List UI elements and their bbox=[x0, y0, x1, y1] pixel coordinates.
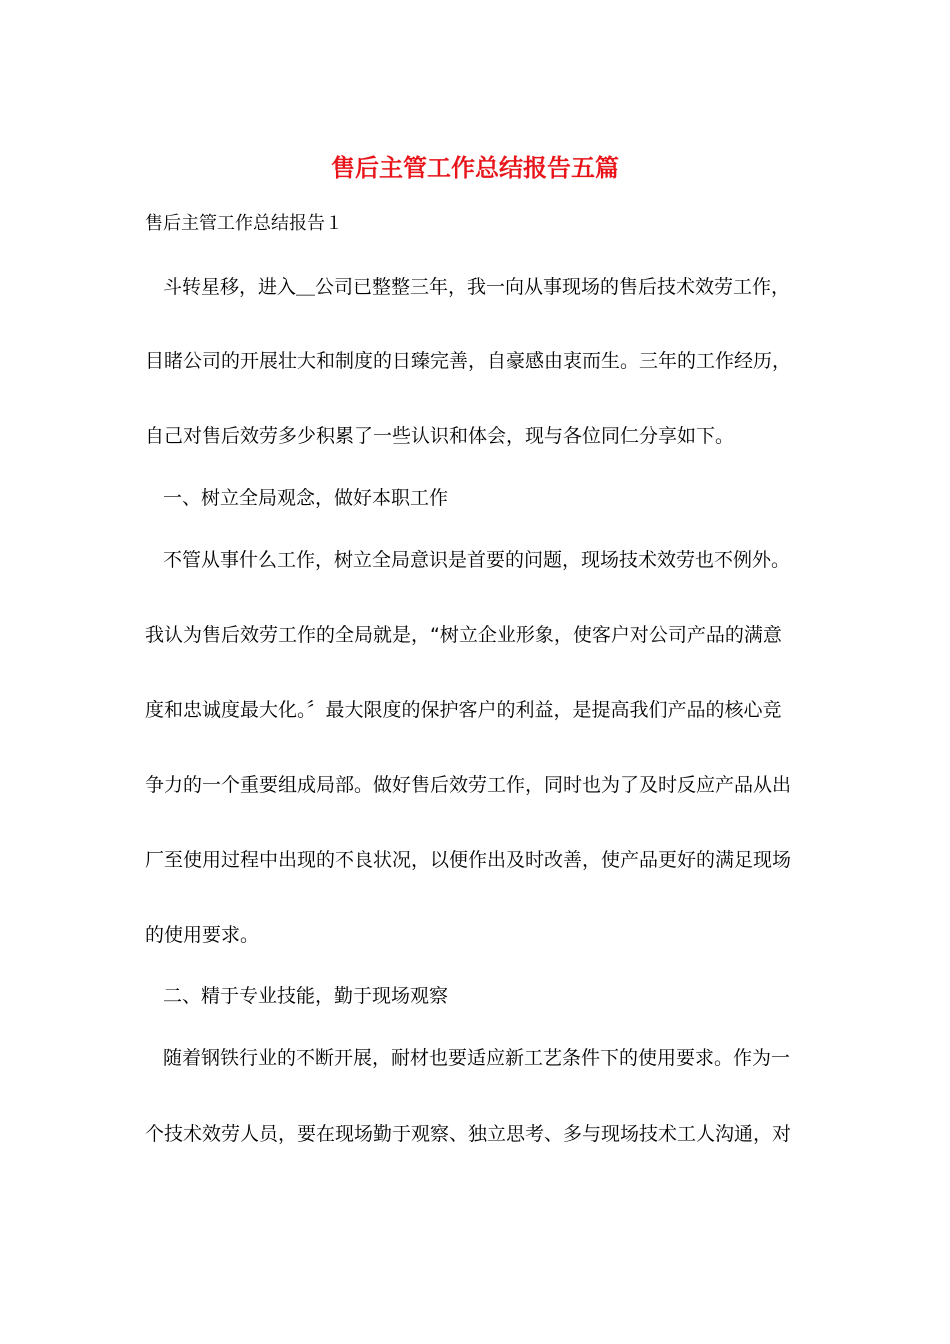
paragraph-line: 目睹公司的开展壮大和制度的日臻完善，自豪感由衷而生。三年的工作经历， bbox=[145, 350, 792, 372]
paragraph-line: 斗转星移，进入＿公司已整整三年，我一向从事现场的售后技术效劳工作， bbox=[163, 276, 791, 298]
document-title: 售后主管工作总结报告五篇 bbox=[331, 153, 619, 182]
subheading-1: 一、树立全局观念，做好本职工作 bbox=[163, 487, 449, 509]
paragraph-line: 厂至使用过程中出现的不良状况，以便作出及时改善，使产品更好的满足现场 bbox=[145, 849, 792, 871]
paragraph-line: 随着钢铁行业的不断开展，耐材也要适应新工艺条件下的使用要求。作为一 bbox=[163, 1047, 791, 1069]
section-heading: 售后主管工作总结报告１ bbox=[145, 213, 343, 234]
paragraph-line: 自己对售后效劳多少积累了一些认识和体会，现与各位同仁分享如下。 bbox=[145, 425, 735, 447]
paragraph-line: 争力的一个重要组成局部。做好售后效劳工作，同时也为了及时反应产品从出 bbox=[145, 774, 792, 796]
paragraph-line: 不管从事什么工作，树立全局意识是首要的问题，现场技术效劳也不例外。 bbox=[163, 549, 791, 571]
paragraph-line: 个技术效劳人员，要在现场勤于观察、独立思考、多与现场技术工人沟通，对 bbox=[145, 1123, 792, 1145]
subheading-2: 二、精于专业技能，勤于现场观察 bbox=[163, 985, 449, 1007]
paragraph-line: 我认为售后效劳工作的全局就是，“树立企业形象，使客户对公司产品的满意 bbox=[145, 624, 782, 646]
paragraph-line: 的使用要求。 bbox=[145, 924, 260, 946]
paragraph-line: 度和忠诚度最大化。〞最大限度的保护客户的利益，是提高我们产品的核心竞 bbox=[145, 699, 782, 721]
